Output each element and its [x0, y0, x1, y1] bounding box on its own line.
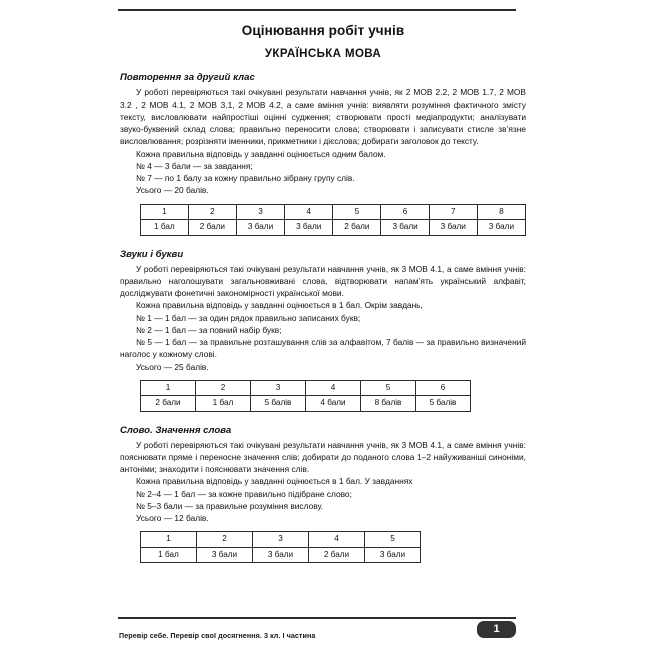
table-cell-header: 6	[416, 380, 471, 395]
table-cell-value: 1 бал	[141, 547, 197, 562]
table-row-values	[141, 547, 421, 562]
section-note-sounds-3: № 5 — 1 бал — за правильне розташування слів за алфавітом, 7 балів — за правильно визначений наголос у кожному слові.	[120, 337, 526, 360]
table-cell-value: 4 бали	[306, 396, 361, 411]
section-heading-revision: Повторення за другий клас	[120, 72, 255, 84]
table-cell-header: 8	[477, 204, 525, 219]
table-cell-value: 3 бали	[365, 547, 421, 562]
footer-divider	[118, 617, 516, 619]
table-cell-header: 4	[309, 532, 365, 547]
table-cell-header: 2	[196, 380, 251, 395]
table-cell-header: 5	[361, 380, 416, 395]
score-table-revision	[140, 204, 526, 236]
table-cell-header: 4	[285, 204, 333, 219]
section-note-sounds-1: № 1 — 1 бал — за один рядок правильно записаних букв;	[136, 312, 361, 323]
table-cell-header: 6	[381, 204, 429, 219]
table-cell-value: 8 балів	[361, 396, 416, 411]
section-rule-sounds: Кожна правильна відповідь у завданні оцінюється в 1 бал. Окрім завдань,	[136, 300, 423, 311]
table-row-headers	[141, 204, 526, 219]
table-cell-value: 3 бали	[197, 547, 253, 562]
footer-caption: Перевір себе. Перевір свої досягнення. 3 кл. I частина	[119, 631, 316, 640]
table-row-values	[141, 220, 526, 235]
page-number-badge: 1	[477, 621, 516, 638]
section-rule-revision: Кожна правильна відповідь у завданні оцінюється одним балом.	[136, 148, 386, 159]
table-cell-value: 1 бал	[196, 396, 251, 411]
section-note-revision-2: № 7 — по 1 балу за кожну правильно зібрану групу слів.	[136, 173, 355, 184]
table-cell-value: 3 бали	[253, 547, 309, 562]
table-row-values	[141, 396, 471, 411]
table-cell-header: 3	[251, 380, 306, 395]
table-row-headers	[141, 532, 421, 547]
table-cell-header: 3	[236, 204, 284, 219]
table-cell-header: 1	[141, 532, 197, 547]
table-cell-header: 1	[141, 380, 196, 395]
score-table-sounds	[140, 380, 471, 412]
table-cell-value: 3 бали	[381, 220, 429, 235]
section-note-revision-1: № 4 — 3 бали — за завдання;	[136, 160, 253, 171]
table-cell-header: 5	[333, 204, 381, 219]
table-cell-header: 1	[141, 204, 189, 219]
table-cell-value: 2 бали	[141, 396, 196, 411]
section-note-sounds-2: № 2 — 1 бал — за повний набір букв;	[136, 324, 282, 335]
table-cell-value: 3 бали	[236, 220, 284, 235]
table-cell-header: 5	[365, 532, 421, 547]
section-heading-sounds: Звуки і букви	[120, 248, 184, 260]
table-cell-header: 2	[188, 204, 236, 219]
section-spacer	[120, 412, 526, 425]
table-cell-header: 3	[253, 532, 309, 547]
section-paragraph-sounds: У роботі перевіряються такі очікувані результати навчання учнів, як 3 МОВ 4.1, а саме вміння учнів: правильно наголошувати загальновживані слова, відтворювати напам’ять український алфавіт, досліджувати фонетичні закономірності української мови.	[120, 263, 526, 299]
section-paragraph-word-meaning: У роботі перевіряються такі очікувані результати навчання учнів, як 3 МОВ 4.1, а саме вміння учнів: пояснювати пряме і переносне значення слів; добирати до поданого слова 1–2 найуживаніші синоніми, антоніми; знаходити і пояснювати значення слів.	[120, 439, 526, 475]
page-title: Оцінювання робіт учнів	[241, 23, 405, 38]
section-note-word-meaning-1: № 2–4 — 1 бал — за кожне правильно підібране слово;	[136, 488, 352, 499]
section-heading-word-meaning: Слово. Значення слова	[120, 424, 232, 436]
section-total-revision: Усього — 20 балів.	[136, 185, 209, 196]
section-paragraph-revision: У роботі перевіряються такі очікувані результати навчання учнів, як 2 МОВ 2.2, 2 МОВ 1.7, 2 МОВ 3.2 , 2 МОВ 4.1, 2 МОВ 3.1, 2 МОВ 4.2, а саме вміння учнів: виявляти розуміння фактичного змісту тексту, висловлювати найпростіші оцінні судження; створювати прості медіапродукти; аналізувати звуко-буквений склад слова; правильно переносити слова; створювати і записувати стисле зв’язне висловлювання; розрізняти іменники, прикметники і дієслова; добирати заголовок до тексту.	[120, 87, 526, 147]
table-cell-header: 7	[429, 204, 477, 219]
section-total-sounds: Усього — 25 балів.	[136, 361, 209, 372]
table-cell-header: 4	[306, 380, 361, 395]
subject-title: УКРАЇНСЬКА МОВА	[264, 47, 382, 60]
table-cell-value: 2 бали	[333, 220, 381, 235]
header-divider	[118, 9, 516, 11]
table-cell-header: 2	[197, 532, 253, 547]
table-cell-value: 2 бали	[188, 220, 236, 235]
table-cell-value: 5 балів	[416, 396, 471, 411]
table-cell-value: 1 бал	[141, 220, 189, 235]
table-cell-value: 5 балів	[251, 396, 306, 411]
table-cell-value: 3 бали	[477, 220, 525, 235]
score-table-word-meaning	[140, 531, 421, 563]
table-cell-value: 2 бали	[309, 547, 365, 562]
table-cell-value: 3 бали	[285, 220, 333, 235]
section-total-word-meaning: Усього — 12 балів.	[136, 513, 209, 524]
table-cell-value: 3 бали	[429, 220, 477, 235]
document-content	[120, 24, 526, 563]
section-rule-word-meaning: Кожна правильна відповідь у завданні оцінюється в 1 бал. У завданнях	[136, 476, 413, 487]
table-row-headers	[141, 380, 471, 395]
section-spacer	[120, 236, 526, 249]
section-note-word-meaning-2: № 5–3 бали — за правильне розуміння вислову.	[136, 500, 324, 511]
